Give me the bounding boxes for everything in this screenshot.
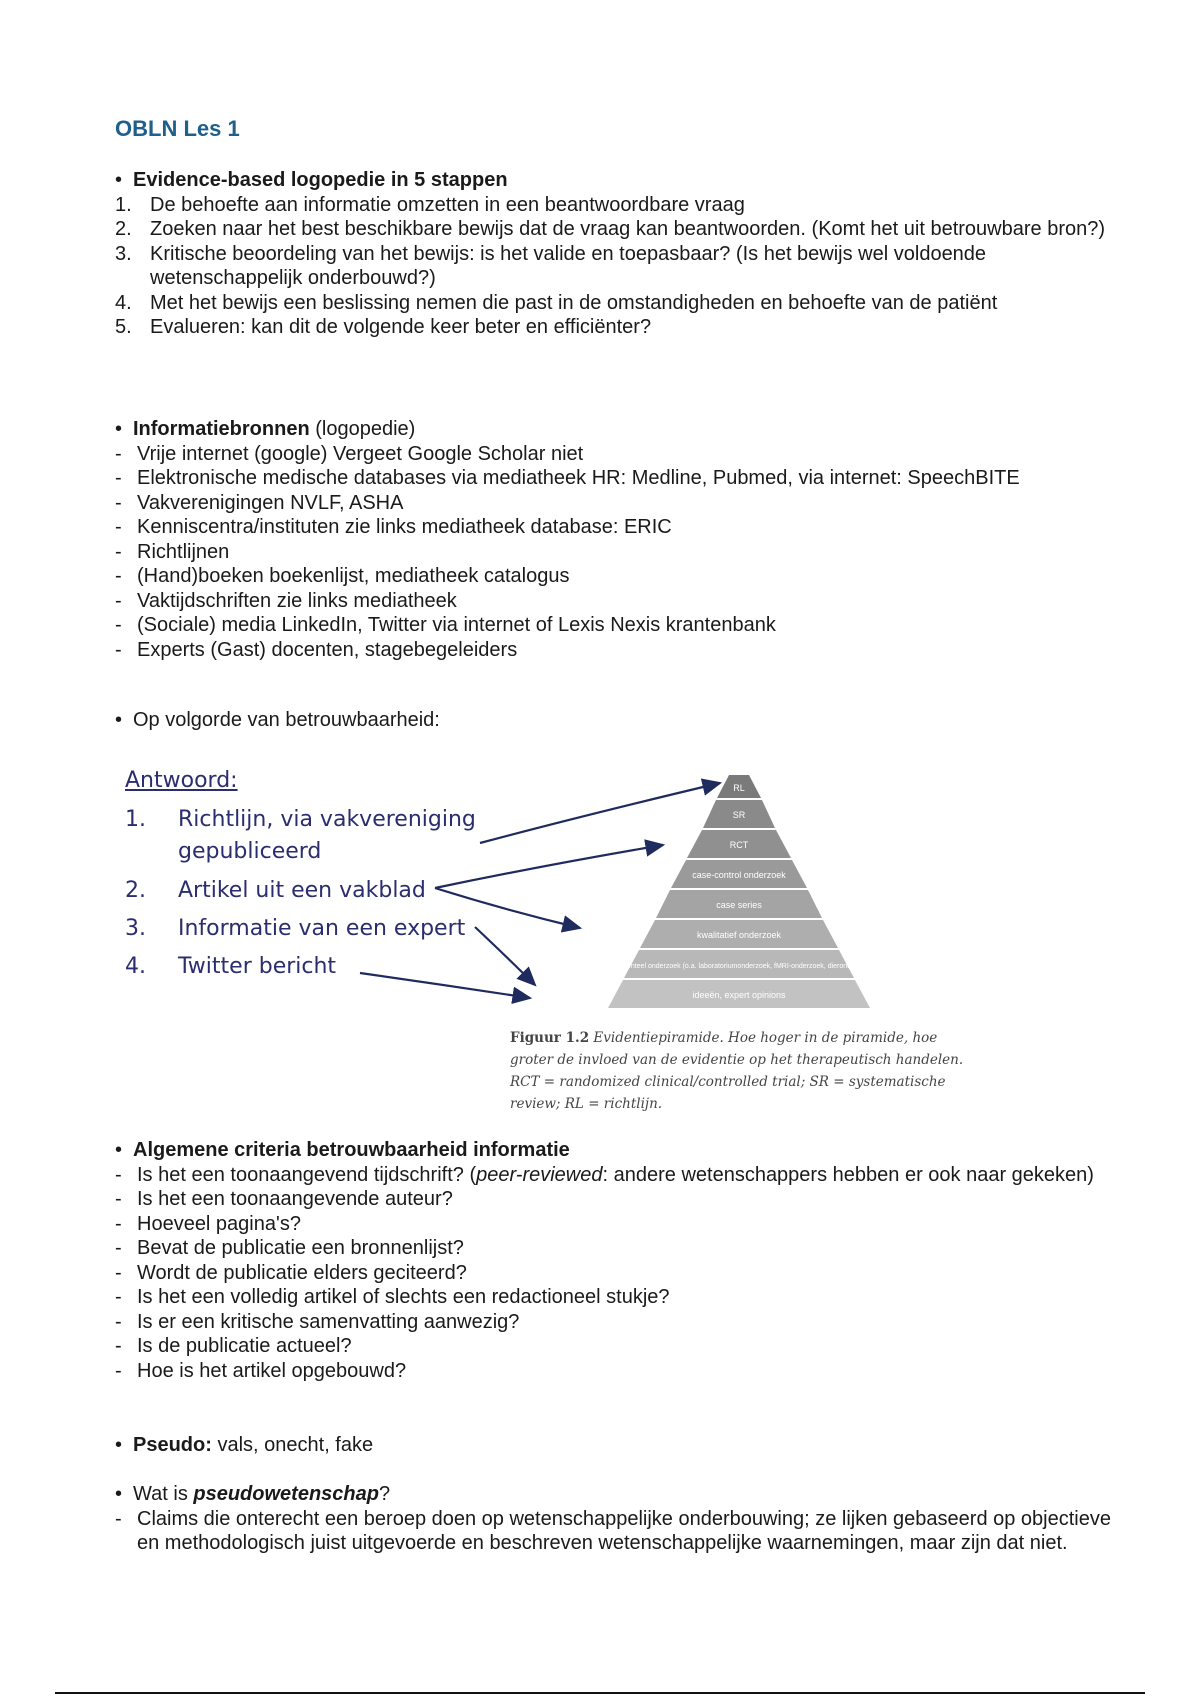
list-item: - Bevat de publicatie een bronnenlijst?: [115, 1237, 464, 1259]
section-volgorde: • Op volgorde van betrouwbaarheid:: [115, 708, 1115, 733]
pyramid-label: RL: [733, 783, 745, 793]
section-informatiebronnen: • Informatiebronnen (logopedie) - Vrije internet (google) Vergeet Google Scholar niet - Elektronische medische databases via mediatheek HR: Medline, Pubmed, via internet: SpeechBITE - Vakverenigingen NVLF, ASHA - Kenniscentra/instituten zie links mediatheek database: ERIC - Richtlijnen - (Hand)boeken boekenlijst, mediatheek catalogus - Vaktijdschriften zie links mediatheek - (Sociale) media LinkedIn, Twitter via internet of Lexis Nexis krantenbank - Experts (Gast) docenten, stagebegeleiders: [115, 417, 1115, 662]
pyramid-label: RCT: [729, 840, 749, 850]
footer-divider: [55, 1692, 1145, 1694]
list-item: - Is de publicatie actueel?: [115, 1335, 352, 1357]
answer-title: Antwoord:: [125, 768, 238, 793]
pyramid-diagram: [115, 760, 1015, 1025]
list-item: - Vakverenigingen NVLF, ASHA: [115, 491, 404, 514]
pyramid-label: SR: [732, 810, 746, 820]
list-item: - Hoeveel pagina's?: [115, 1212, 301, 1235]
arrow-2a: [435, 845, 663, 888]
list-item: - Kenniscentra/instituten zie links mediatheek database: ERIC: [115, 516, 672, 538]
pyramid-label: fundamenteel onderzoek (o.a. laboratoriumonderzoek, fMRI-onderzoek, dieronderzoek): [603, 963, 875, 970]
list-item: 2. Zoeken naar het best beschikbare bewijs dat de vraag kan beantwoorden. (Komt het uit betrouwbare bron?): [115, 218, 1106, 240]
section-heading: pseudowetenschap: [193, 1483, 379, 1505]
evidence-pyramid-figure: Antwoord: 1. Richtlijn, via vakvereniging gepubliceerd 2. Artikel uit een vakblad 3. Informatie van een expert 4. Twitter bericht RL SR RCT case-control onderzoek case series kwalitatief onderzoek fundamenteel onderzoek (o.a. laboratoriumonderzoek, fMRI-onderzoek, dieronderzoek) ideeën, expert opinions Figuur 1.2 Evidentiepiramide. Hoe hoger in de piramide, hoe groter de invloed van de evidentie op het therapeutisch handelen. RCT = randomized clinical/controlled trial; SR = systematische review; RL = richtlijn.: [115, 760, 1015, 1110]
section-heading: Pseudo:: [133, 1434, 212, 1456]
pyramid-label: ideeën, expert opinions: [692, 990, 786, 1000]
list-item: - Is het een toonaangevende auteur?: [115, 1188, 453, 1210]
arrow-4: [360, 973, 530, 998]
page-title: OBLN Les 1: [115, 116, 240, 141]
list-item: 3. Kritische beoordeling van het bewijs: is het valide en toepasbaar? (Is het bewijs wel voldoende wetenschappelijk onderbouwd?): [115, 242, 987, 289]
list-item: - (Hand)boeken boekenlijst, mediatheek catalogus: [115, 565, 570, 587]
list-item: - Elektronische medische databases via mediatheek HR: Medline, Pubmed, via internet: SpeechBITE: [115, 467, 1020, 489]
section-heading: Evidence-based logopedie in 5 stappen: [133, 169, 508, 191]
section-pseudowetenschap: • Wat is pseudowetenschap? - Claims die onterecht een beroep doen op wetenschappelijke onderbouwing; ze lijken gebaseerd op objectieve en methodologisch juist uitgevoerde en beschreven wetenschappelijke waarnemingen, maar zijn dat niet.: [115, 1482, 1115, 1556]
list-item: 5. Evalueren: kan dit de volgende keer beter en efficiënter?: [115, 316, 652, 338]
list-item: - Is er een kritische samenvatting aanwezig?: [115, 1310, 520, 1333]
list-item: - Is het een volledig artikel of slechts een redactioneel stukje?: [115, 1286, 670, 1308]
section-heading: Op volgorde van betrouwbaarheid:: [133, 709, 440, 731]
pyramid-label: case series: [716, 900, 762, 910]
section-heading: Informatiebronnen: [133, 418, 310, 440]
list-item: - Experts (Gast) docenten, stagebegeleiders: [115, 638, 518, 661]
list-item: - Wordt de publicatie elders geciteerd?: [115, 1261, 467, 1284]
pyramid-label: kwalitatief onderzoek: [696, 930, 782, 940]
section-criteria: • Algemene criteria betrouwbaarheid informatie - Is het een toonaangevend tijdschrift? (peer-reviewed: andere wetenschappers hebben er ook naar gekeken) - Is het een toonaangevende auteur? - Hoeveel pagina's? - Bevat de publicatie een bronnenlijst? - Wordt de publicatie elders geciteerd? - Is het een volledig artikel of slechts een redactioneel stukje? - Is er een kritische samenvatting aanwezig? - Is de publicatie actueel? - Hoe is het artikel opgebouwd?: [115, 1138, 1115, 1383]
arrow-3: [475, 927, 535, 985]
arrow-2b: [435, 888, 580, 928]
pyramid-label: case-control onderzoek: [692, 870, 786, 880]
figure-caption: Figuur 1.2 Evidentiepiramide. Hoe hoger in de piramide, hoe groter de invloed van de evidentie op het therapeutisch handelen. RCT = randomized clinical/controlled trial; SR = systematische review; RL = richtlijn.: [510, 1030, 964, 1112]
list-item: - Is het een toonaangevend tijdschrift? (peer-reviewed: andere wetenschappers hebben er ook naar gekeken): [115, 1163, 1094, 1186]
section-evidence-steps: • Evidence-based logopedie in 5 stappen 1. De behoefte aan informatie omzetten in een beantwoordbare vraag 2. Zoeken naar het best beschikbare bewijs dat de vraag kan beantwoorden. (Komt het uit betrouwbare bron?) 3. Kritische beoordeling van het bewijs: is het valide en toepasbaar? (Is het bewijs wel voldoende wetenschappelijk onderbouwd?) 4. Met het bewijs een beslissing nemen die past in de omstandigheden en behoefte van de patiënt 5. Evalueren: kan dit de volgende keer beter en efficiënter?: [115, 168, 1115, 340]
section-heading: Algemene criteria betrouwbaarheid informatie: [133, 1139, 570, 1161]
list-item: - Vrije internet (google) Vergeet Google Scholar niet: [115, 442, 584, 465]
list-item: - (Sociale) media LinkedIn, Twitter via internet of Lexis Nexis krantenbank: [115, 614, 776, 636]
list-item: - Richtlijnen: [115, 540, 230, 563]
arrow-1: [480, 783, 720, 843]
list-item: 4. Met het bewijs een beslissing nemen die past in de omstandigheden en behoefte van de patiënt: [115, 291, 998, 314]
section-pseudo: • Pseudo: vals, onecht, fake: [115, 1434, 374, 1456]
list-item: - Claims die onterecht een beroep doen op wetenschappelijke onderbouwing; ze lijken gebaseerd op objectieve en methodologisch juist uitgevoerde en beschreven wetenschappelijke waarnemingen, maar zijn dat niet.: [115, 1507, 1111, 1554]
list-item: - Vaktijdschriften zie links mediatheek: [115, 589, 457, 612]
list-item: - Hoe is het artikel opgebouwd?: [115, 1359, 407, 1382]
list-item: 1. De behoefte aan informatie omzetten in een beantwoordbare vraag: [115, 193, 745, 216]
